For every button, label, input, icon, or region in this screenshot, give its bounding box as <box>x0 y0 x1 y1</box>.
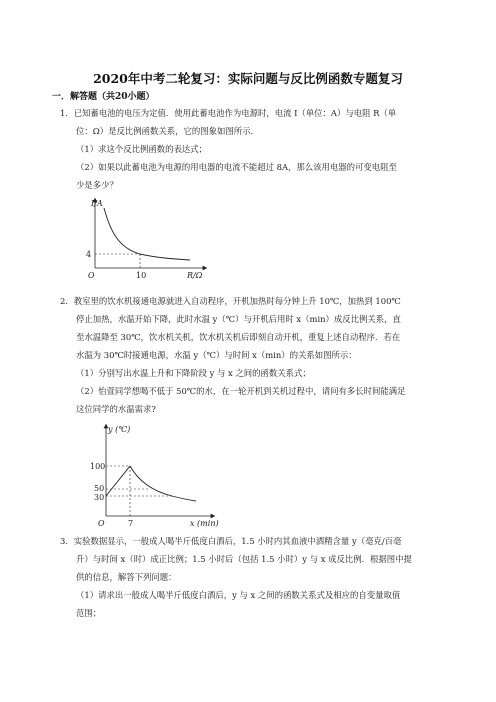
q2-tick-50: 50 <box>94 484 105 493</box>
q2-x-label: x (min) <box>190 519 219 528</box>
q2-y-label: y (℃) <box>108 425 131 434</box>
q2-line-3: 至水温降至 30℃，饮水机关机，饮水机关机后即刻自动开机，重复上述自动程序．若在 <box>76 332 401 342</box>
q3-line-4: （1）请求出一般成人喝半斤低度白酒后，y 与 x 之间的函数关系式及相应的自变量取值 <box>76 590 401 600</box>
q2-line-1: 2．教室里的饮水机接通电源就进入自动程序，开机加热时每分钟上升 10℃，加热到 100℃ <box>60 296 401 306</box>
q2-line-5: （1）分别写出水温上升和下降阶段 y 与 x 之间的函数关系式； <box>76 368 311 378</box>
q2-rise-segment <box>106 466 130 496</box>
q1-tick-y: 4 <box>86 250 92 259</box>
q2-tick-30: 30 <box>94 493 105 502</box>
page-title: 2020年中考二轮复习：实际问题与反比例函数专题复习 <box>93 71 403 86</box>
q3-line-2: 升）与时间 x（时）成正比例；1.5 小时后（包括 1.5 小时）y 与 x 成反比例．根据图中提 <box>76 554 412 564</box>
q3-line-5: 范围； <box>76 608 102 618</box>
q2-tick-7: 7 <box>128 519 134 528</box>
q3-line-1: 3．实验数据显示，一般成人喝半斤低度白酒后，1.5 小时内其血液中酒精含量 y（毫克/百毫 <box>60 536 402 546</box>
q1-graph <box>80 196 220 286</box>
q3-line-3: 供的信息，解答下列问题： <box>76 572 177 582</box>
section-heading: 一．解答题（共20小题） <box>52 92 155 102</box>
q1-line-3: （1）求这个反比例函数的表达式； <box>76 144 207 154</box>
q1-x-label: R/Ω <box>187 271 203 280</box>
q2-origin: O <box>98 519 105 528</box>
q1-origin: O <box>88 271 95 280</box>
q2-line-2: 停止加热，水温开始下降，此时水温 y（℃）与开机后用时 x（min）成反比例关系，直 <box>76 314 401 324</box>
q2-graph <box>88 422 228 532</box>
q2-tick-100: 100 <box>90 462 106 471</box>
q1-line-2: 位：Ω）是反比例函数关系，它的图象如图所示． <box>76 126 259 136</box>
q2-line-6: （2）怡萱同学想喝不低于 50℃的水，在一轮开机到关机过程中，请问有多长时间能满足 <box>76 386 406 396</box>
q1-line-1: 1．已知蓄电池的电压为定值．使用此蓄电池作为电源时，电流 I（单位：A）与电阻 R（单 <box>60 108 397 118</box>
q1-line-5: 少是多少？ <box>76 180 118 190</box>
q1-line-4: （2）如果以此蓄电池为电源的用电器的电流不能超过 8A，那么该用电器的可变电阻至 <box>76 162 397 172</box>
q1-tick-x: 10 <box>136 271 147 280</box>
q2-line-7: 这位同学的水温需求? <box>76 404 156 414</box>
q2-line-4: 水温为 30℃时接通电源，水温 y（℃）与时间 x（min）的关系如图所示： <box>76 350 357 360</box>
q1-y-label: I/A <box>91 199 103 208</box>
q1-curve <box>104 208 190 260</box>
